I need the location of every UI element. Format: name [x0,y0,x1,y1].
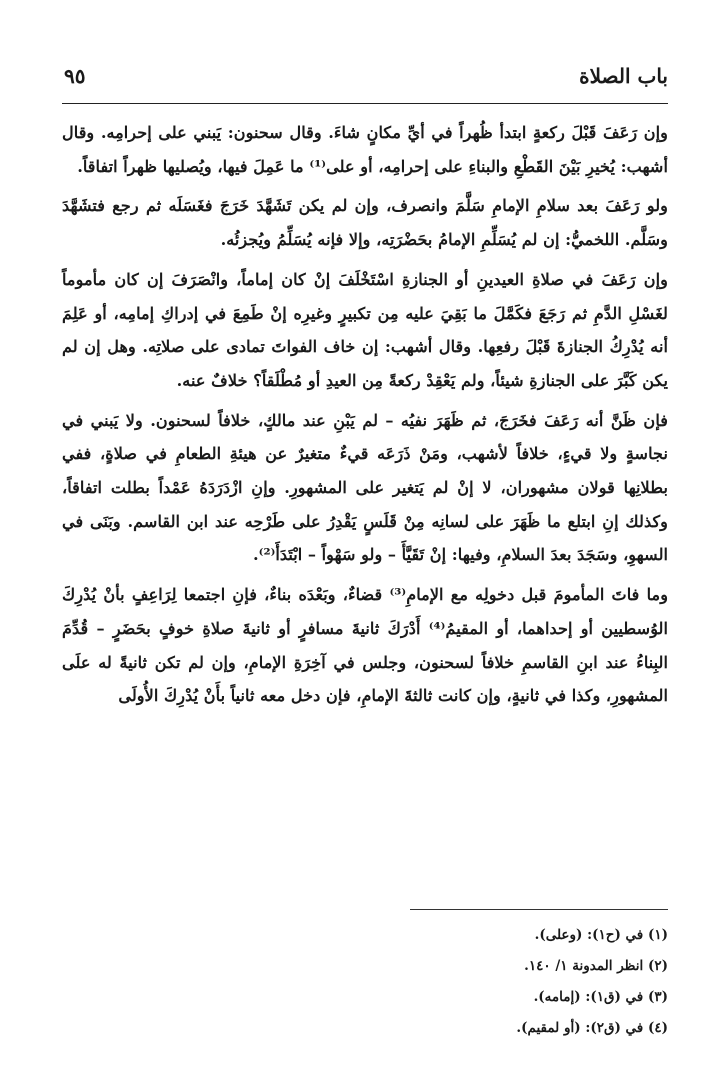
page-number: ٩٥ [64,64,86,88]
footnote: (٢) انظر المدونة ١/ ١٤٠. [524,958,668,974]
running-title: باب الصلاة [579,64,668,88]
paragraph: وإن رَعَفَ قَبْلَ ركعةٍ ابتدأ ظُهراً في أيِّ مكانٍ شاءَ. وقال سحنون: يَبني على إحرامِه. وقال أشهب: يُخيرِ بَيْنَ القَطْعِ والبناءِ على إحرامِه، أو على⁽¹⁾ ما عَمِلَ فيها، ويُصليها ظهراً اتفاقاً. [62,123,668,176]
paragraph: وما فاتَ المأمومَ قبل دخولِه مع الإمامِ⁽³⁾ قضاءٌ، وبَعْدَه بناءٌ، فإنِ اجتمعا لِرَاعِفٍ بأنْ يُدْرِكَ الوُسطيين أو إحداهما، أو المقيمُ⁽⁴⁾ أَدْرَكَ ثانيةَ مسافرٍ أو ثانيةَ صلاةِ خوفٍ بحَضَرٍ – قُدِّمَ البِناءُ عند ابنِ القاسمِ خلافاً لسحنون، وجلس في آخِرَةِ الإمامِ، وإن لم تكن ثانيةً له علَى المشهورِ، وكذا في ثانيةٍ، وإن كانت ثالثةَ الإمامِ، فإن دخل معه ثانياً بأَنْ يُدْرِكَ الأُولَى [62,585,669,706]
footnote-divider [410,909,668,910]
footnote: (٣) في (ق١): (إمامه). [533,989,668,1005]
header-divider [62,103,668,104]
footnote: (١) في (ح١): (وعلى). [534,927,668,943]
paragraph: ولو رَعَفَ بعد سلامِ الإمامِ سَلَّمَ وانصرف، وإن لم يكن تَشَهَّدَ خَرَجَ فغَسَلَه ثم رجع فتشَهَّدَ وسَلَّم. اللخميُّ: إن لم يُسَلِّمِ الإمامُ بحَضْرَتِه، وإلا فإنه يُسَلِّمُ ويُجزئُه. [62,196,668,250]
main-text [62,116,668,713]
paragraph: وإن رَعَفَ في صلاةِ العيدينِ أو الجنازةِ اسْتَخْلَفَ إنْ كان إماماً، وانْصَرَفَ إن كان مأموماً لغَسْلِ الدَّمِ ثم رَجَعَ فكَمَّلَ ما بَقِيَ عليه مِن تكبيرٍ وغيرِه إنْ طَمِعَ في إدراكِ إمامِه، أو عَلِمَ أنه يُدْرِكُ الجنازةَ قَبْلَ رفعِها. وقال أشهب: إن خاف الفواتَ تمادى على صلاتِه. وهل إن لم يكن كَبَّرَ على الجنازةِ شيئاً، ولم يَعْقِدْ ركعةً مِن العيدِ أو مُطْلَقاً؟ خلافٌ عنه. [62,269,668,390]
footnotes [62,920,668,1044]
paragraph: فإن ظَنَّ أنه رَعَفَ فخَرَجَ، ثم ظَهَرَ نفيُه – لم يَبْنِ عند مالكٍ، خلافاً لسحنون. ولا يَبني في نجاسةٍ ولا قيءٍ، خلافاً لأشهب، ومَنْ ذَرَعَه قيءٌ متغيرٌ عن هيئةِ الطعامِ في صلاةٍ، ففي بطلانِها قولان مشهوران، لا إنْ لم يَتغير على المشهورِ. وإنِ ازْدَرَدَهُ عَمْداً بطلت اتفاقاً، وكذلك إنِ ابتلع ما ظَهَرَ على لسانِه مِنْ قَلَسٍ يَقْدِرُ على طَرْحِه عند ابن القاسم. وبَنَى في السهوِ، وسَجَدَ بعدَ السلامِ، وفيها: إنْ تَقَيَّأَ – ولو سَهْواً – ابْتَدَأَ⁽²⁾. [62,410,668,565]
page-header [64,62,668,104]
footnote: (٤) في (ق٢): (أو لمقيم). [516,1020,668,1036]
